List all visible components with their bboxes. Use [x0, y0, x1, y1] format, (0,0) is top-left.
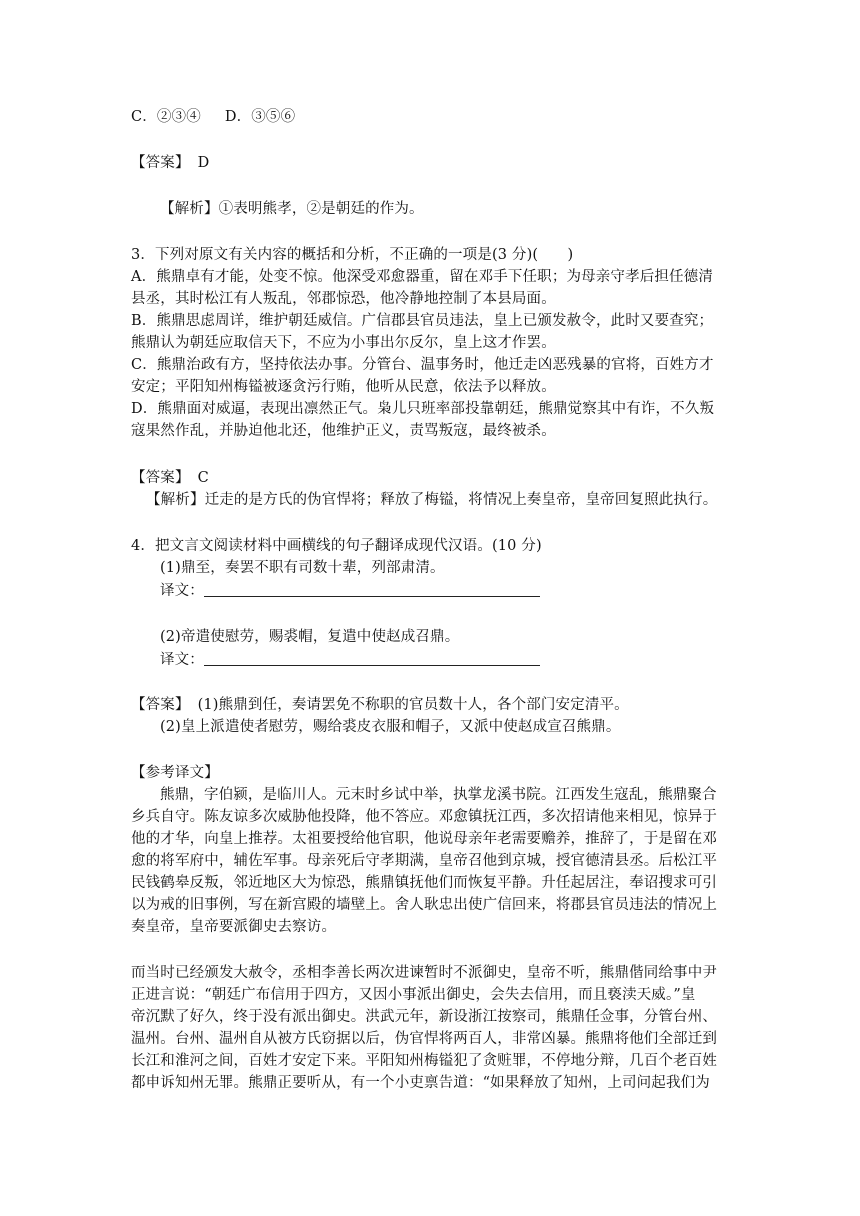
question-2-answer	[131, 152, 209, 174]
question-3-option-line: A．熊鼎卓有才能，处变不惊。他深受邓愈器重，留在邓手下任职；为母亲守孝后担任德清	[131, 269, 713, 285]
answer-value: D	[197, 155, 210, 171]
question-3-answer	[131, 467, 209, 489]
answer-label: 【答案】	[131, 697, 190, 713]
reference-line: 而当时已经颁发大赦令，丞相李善长两次进谏暂时不派御史，皇帝不听，熊鼎偕同给事中尹	[131, 965, 717, 981]
question-4-item-2: (2)帝遣使慰劳，赐裘帽，复遣中使赵成召鼎。	[160, 629, 460, 645]
reference-line: 以为戒的旧事例，写在新宫殿的墙壁上。舍人耿忠出使广信回来，将郡县官员违法的情况上	[131, 897, 717, 913]
answer-2: (2)皇上派遣使者慰劳，赐给裘皮衣服和帽子，又派中使赵成宣召熊鼎。	[160, 719, 621, 735]
translate-label: 译文：	[160, 583, 204, 599]
reference-line: 民钱鹤皋反叛，邻近地区大为惊恐，熊鼎镇抚他们而恢复平静。升任起居注，奉诏搜求可引	[131, 875, 717, 891]
answer-label: 【答案】	[131, 155, 190, 171]
question-3-option-line: 安定；平阳知州梅镒被逐贪污行贿，他听从民意，依法予以释放。	[131, 379, 556, 395]
reference-line: 熊鼎，字伯颍，是临川人。元末时乡试中举，执掌龙溪书院。江西发生寇乱，熊鼎聚合	[160, 787, 717, 803]
reference-line: 愈的将军府中，辅佐军事。母亲死后守孝期满，皇帝召他到京城，授官德清县丞。后松江平	[131, 853, 717, 869]
question-3-stem: 3．下列对原文有关内容的概括和分析，不正确的一项是(3 分)( )	[131, 247, 574, 263]
reference-line: 温州。台州、温州自从被方氏窃据以后，伪官悍将两百人，非常凶暴。熊鼎将他们全部迁到	[131, 1031, 717, 1047]
reference-line: 长江和淮河之间，百姓才安定下来。平阳知州梅镒犯了贪赃罪，不停地分辩，几百个老百姓	[131, 1053, 717, 1069]
option-c: C．②③④	[131, 109, 201, 125]
question-3-analysis: 【解析】迁走的是方氏的伪官悍将；释放了梅镒，将情况上奏皇帝，皇帝回复照此执行。	[146, 492, 718, 508]
answer-value: C	[197, 470, 209, 486]
reference-line: 奏皇帝，皇帝要派御史去察访。	[131, 919, 337, 935]
question-4-item-1: (1)鼎至，奏罢不职有司数十辈，列部肃清。	[160, 560, 445, 576]
reference-line: 他的才华，向皇上推荐。太祖要授给他官职，他说母亲年老需要赡养，推辞了，于是留在邓	[131, 831, 717, 847]
reference-label: 【参考译文】	[131, 765, 219, 781]
question-3-option-line: C．熊鼎治政有方，坚持依法办事。分管台、温事务时，他迁走凶恶残暴的官将，百姓方才	[131, 357, 714, 373]
question-4-answer	[131, 694, 629, 716]
question-3-option-line: 熊鼎认为朝廷应取信天下，不应为小事出尔反尔，皇上这才作罢。	[131, 335, 556, 351]
translation-blank[interactable]	[204, 582, 540, 597]
reference-line: 都申诉知州无罪。熊鼎正要听从，有一个小吏禀告道：“如果释放了知州，上司问起我们为	[131, 1075, 710, 1091]
question-3-option-line: D．熊鼎面对威逼，表现出凛然正气。枭儿只班率部投靠朝廷，熊鼎觉察其中有诈，不久叛	[131, 401, 715, 417]
question-3-option-line: 县丞，其时松江有人叛乱，邻郡惊恐，他冷静地控制了本县局面。	[131, 291, 556, 307]
reference-line: 乡兵自守。陈友谅多次威胁他投降，他不答应。邓愈镇抚江西，多次招请他来相见，惊异于	[131, 809, 717, 825]
question-3-option-line: 寇果然作乱，并胁迫他北还，他维护正义，责骂叛寇，最终被杀。	[131, 423, 556, 439]
question-2-analysis: 【解析】①表明熊孝，②是朝廷的作为。	[160, 201, 424, 217]
reference-line: 帝沉默了好久，终于没有派出御史。洪武元年，新设浙江按察司，熊鼎任佥事，分管台州、	[131, 1009, 717, 1025]
question-2-options	[131, 106, 295, 128]
translate-label: 译文：	[160, 652, 204, 668]
translation-line-1	[160, 580, 540, 602]
answer-label: 【答案】	[131, 470, 190, 486]
question-3-option-line: B．熊鼎思虑周详，维护朝廷威信。广信郡县官员违法，皇上已颁发赦令，此时又要查究；	[131, 313, 714, 329]
option-d: D．③⑤⑥	[224, 109, 296, 125]
translation-blank[interactable]	[204, 651, 540, 666]
translation-line-2	[160, 649, 540, 671]
question-4-stem: 4．把文言文阅读材料中画横线的句子翻译成现代汉语。(10 分)	[131, 538, 542, 554]
reference-line: 正进言说：“朝廷广布信用于四方，又因小事派出御史，会失去信用，而且亵渎天威。”皇	[131, 987, 696, 1003]
answer-1: (1)熊鼎到任，奏请罢免不称职的官员数十人，各个部门安定清平。	[197, 697, 629, 713]
